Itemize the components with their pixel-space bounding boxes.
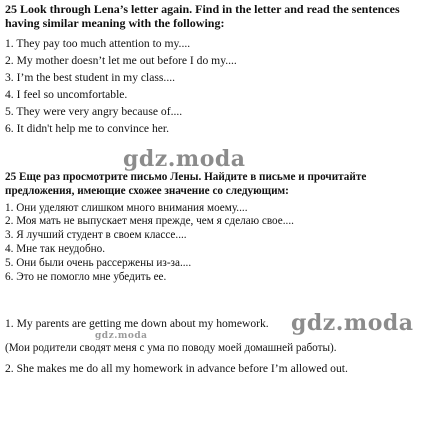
- answer-1-russian: (Мои родители сводят меня с ума по поводу моей домашней работы).: [5, 342, 337, 354]
- english-heading-line2: having similar meaning with the following:: [5, 16, 225, 30]
- russian-item-2: 2. Моя мать не выпускает меня прежде, чем я сделаю свое....: [5, 215, 294, 227]
- english-item-3: 3. I’m the best student in my class....: [5, 71, 176, 84]
- russian-item-6: 6. Это не помогло мне убедить ее.: [5, 271, 167, 283]
- russian-heading-line2: предложения, имеющие схожее значение со следующим:: [5, 185, 289, 197]
- russian-item-3: 3. Я лучший студент в своем классе....: [5, 229, 187, 241]
- russian-item-5: 5. Они были очень рассержены из-за....: [5, 257, 192, 269]
- russian-heading-line1: 25 Еще раз просмотрите письмо Лены. Найдите в письме и прочитайте: [5, 171, 367, 183]
- english-item-5: 5. They were very angry because of....: [5, 105, 183, 118]
- english-item-1: 1. They pay too much attention to my....: [5, 37, 191, 50]
- english-heading-line1: 25 Look through Lena’s letter again. Find in the letter and read the sentences: [5, 2, 400, 16]
- answer-2-english: 2. She makes me do all my homework in advance before I’m allowed out.: [5, 362, 348, 375]
- watermark-small: gdz.moda: [95, 331, 148, 341]
- watermark-logo-inline: gdz.moda: [291, 310, 414, 336]
- answer-1-english: 1. My parents are getting me down about my homework.: [5, 317, 269, 330]
- watermark-logo: gdz.moda: [123, 146, 246, 172]
- english-item-4: 4. I feel so uncomfortable.: [5, 88, 128, 101]
- english-item-2: 2. My mother doesn’t let me out before I do my....: [5, 54, 237, 67]
- russian-item-4: 4. Мне так неудобно.: [5, 243, 106, 255]
- russian-item-1: 1. Они уделяют слишком много внимания моему....: [5, 202, 248, 214]
- english-item-6: 6. It didn't help me to convince her.: [5, 122, 170, 135]
